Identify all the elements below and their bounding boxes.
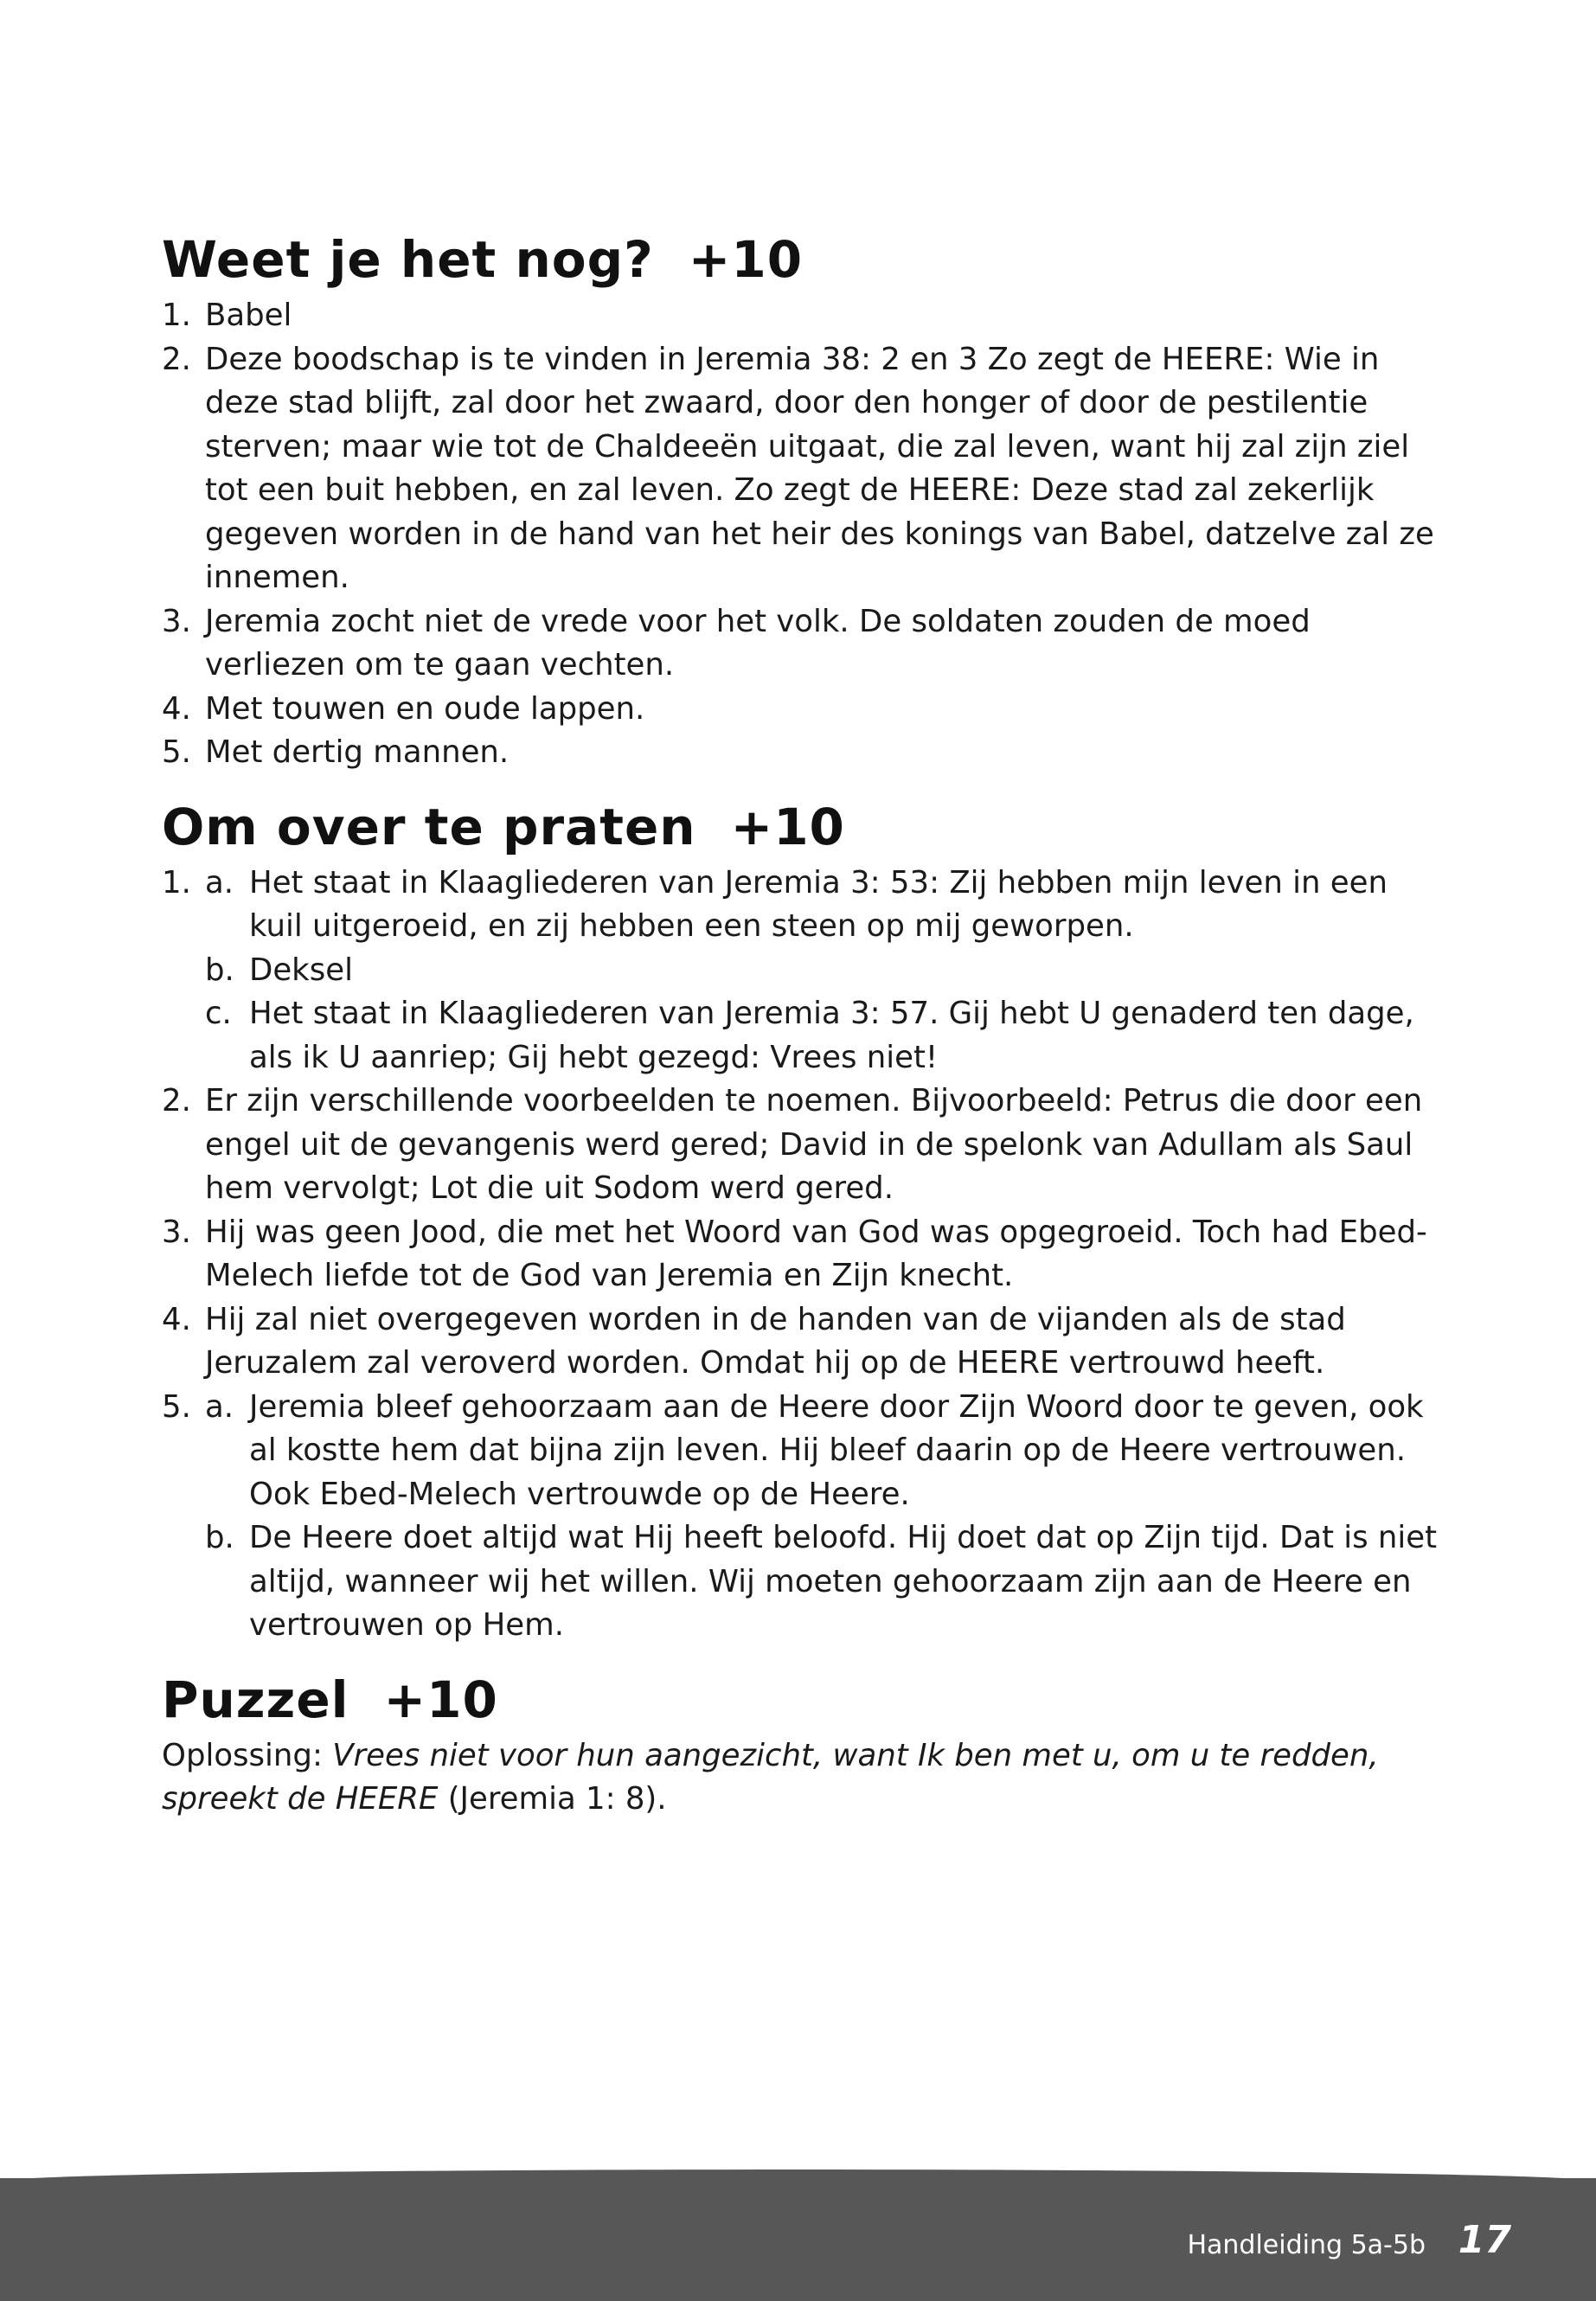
answer-list: [162, 294, 1442, 775]
item-text: Jeremia zocht niet de vrede voor het volk. De soldaten zouden de moed verliezen om te gaan vechten.: [205, 603, 1311, 683]
sub-item: [205, 949, 1442, 993]
sub-letter: b.: [205, 952, 234, 988]
list-item: [162, 338, 1442, 600]
page-number: 17: [1458, 2218, 1511, 2262]
heading-title: Om over te praten: [162, 797, 696, 856]
list-item: [162, 1211, 1442, 1298]
heading-score: +10: [730, 797, 845, 856]
sub-text: Jeremia bleef gehoorzaam aan de Heere door Zijn Woord door te geven, ook al kostte hem dat bijna zijn leven. Hij bleef daarin op de Heere vertrouwen. Ook Ebed-Melech vertrouwde op de Heere.: [249, 1388, 1424, 1512]
section-heading: [162, 792, 1442, 862]
list-item: [162, 1080, 1442, 1211]
answer-list: [162, 862, 1442, 1648]
item-number: 1.: [162, 864, 191, 901]
sub-letter: a.: [205, 864, 234, 901]
list-item: [162, 688, 1442, 732]
sub-text: Het staat in Klaagliederen van Jeremia 3: 53: Zij hebben mijn leven in een kuil uitgeroeid, en zij hebben een steen op mij geworpen.: [249, 864, 1388, 944]
item-number: 4.: [162, 690, 191, 727]
section-puzzel: [162, 1665, 1442, 1822]
solution-text: Vrees niet voor hun aangezicht, want Ik ben met u, om u te redden, spreekt de HEERE: [162, 1737, 1379, 1817]
item-number: 1.: [162, 298, 191, 333]
sub-item: [205, 862, 1442, 949]
sub-letter: c.: [205, 996, 232, 1031]
item-text: Er zijn verschillende voorbeelden te noemen. Bijvoorbeeld: Petrus die door een engel uit de gevangenis werd gered; David in de spelonk van Adullam als Saul hem vervolgt; Lot die uit Sodom werd gered.: [205, 1083, 1423, 1206]
item-text: Babel: [205, 298, 292, 333]
item-number: 3.: [162, 1214, 191, 1250]
list-item: [162, 862, 1442, 1080]
sub-list: [205, 862, 1442, 1080]
puzzle-solution: [162, 1734, 1442, 1822]
sub-text: Deksel: [249, 952, 353, 988]
solution-reference: (Jeremia 1: 8).: [447, 1781, 667, 1817]
sub-item: [205, 992, 1442, 1080]
item-number: 2.: [162, 341, 191, 377]
sub-item: [205, 1516, 1442, 1648]
item-text: Met touwen en oude lappen.: [205, 690, 645, 727]
heading-score: +10: [688, 230, 804, 289]
item-text: Met dertig mannen.: [205, 734, 510, 770]
section-weet-je-het-nog: [162, 225, 1442, 775]
page-content: [162, 225, 1442, 1822]
sub-text: De Heere doet altijd wat Hij heeft beloofd. Hij doet dat op Zijn tijd. Dat is niet altijd, wanneer wij het willen. Wij moeten gehoorzaam zijn aan de Heere en vertrouwen op Hem.: [249, 1520, 1438, 1643]
section-om-over-te-praten: [162, 792, 1442, 1648]
item-number: 5.: [162, 734, 191, 770]
sub-text: Het staat in Klaagliederen van Jeremia 3: 57. Gij hebt U genaderd ten dage, als ik U aanriep; Gij hebt gezegd: Vrees niet!: [249, 996, 1414, 1075]
heading-score: +10: [383, 1670, 498, 1729]
sub-item: [205, 1386, 1442, 1517]
footer-bar: [0, 2178, 1596, 2301]
item-number: 4.: [162, 1301, 191, 1337]
item-number: 5.: [162, 1388, 191, 1425]
item-text: Hij zal niet overgegeven worden in de handen van de vijanden als de stad Jeruzalem zal veroverd worden. Omdat hij op de HEERE vertrouwd heeft.: [205, 1301, 1346, 1381]
solution-label: Oplossing:: [162, 1737, 323, 1773]
heading-title: Puzzel: [162, 1670, 349, 1729]
section-heading: [162, 1665, 1442, 1734]
heading-title: Weet je het nog?: [162, 230, 654, 289]
sub-letter: b.: [205, 1520, 234, 1555]
item-number: 2.: [162, 1083, 191, 1118]
list-item: [162, 294, 1442, 338]
list-item: [162, 731, 1442, 775]
footer-title: Handleiding 5a-5b: [1187, 2230, 1426, 2260]
list-item: [162, 1298, 1442, 1386]
item-text: Deze boodschap is te vinden in Jeremia 38: 2 en 3 Zo zegt de HEERE: Wie in deze stad blijft, zal door het zwaard, door den honger of door de pestilentie sterven; maar wie tot de Chaldeeën uitgaat, die zal leven, want hij zal zijn ziel tot een buit hebben, en zal leven. Zo zegt de HEERE: Deze stad zal zekerlijk gegeven worden in de hand van het heir des konings van Babel, datzelve zal ze innemen.: [205, 341, 1434, 595]
sub-list: [205, 1386, 1442, 1648]
list-item: [162, 600, 1442, 688]
item-text: Hij was geen Jood, die met het Woord van God was opgegroeid. Toch had Ebed-Melech liefde tot de God van Jeremia en Zijn knecht.: [205, 1214, 1427, 1293]
item-number: 3.: [162, 603, 191, 639]
list-item: [162, 1386, 1442, 1648]
sub-letter: a.: [205, 1388, 234, 1425]
section-heading: [162, 225, 1442, 294]
